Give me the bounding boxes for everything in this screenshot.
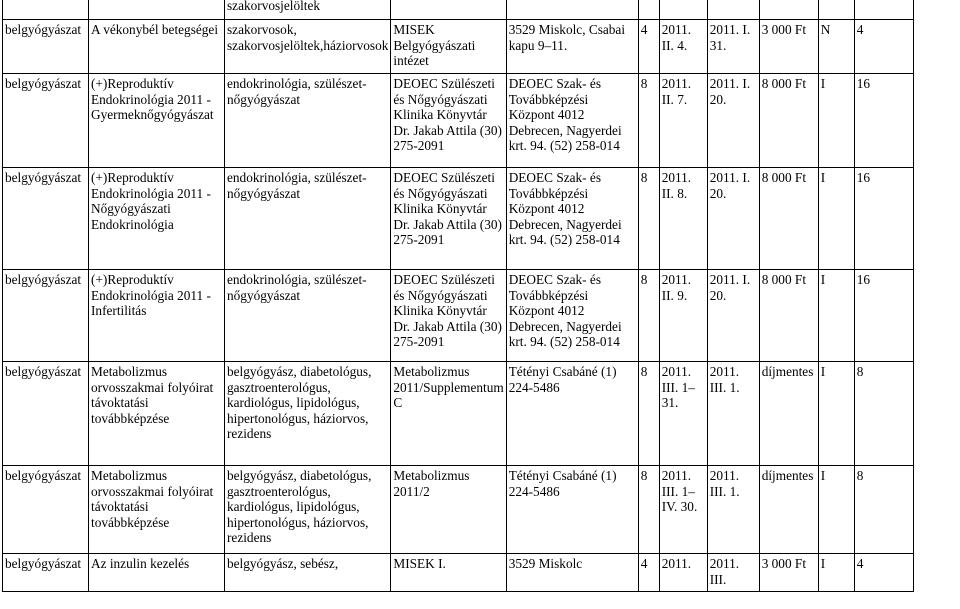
cell-course-title (89, 0, 225, 20)
cell-deadline (707, 168, 759, 270)
cell-date (659, 466, 707, 554)
cell-points-text: 8 (856, 468, 864, 483)
cell-points (854, 270, 913, 362)
cell-type (818, 0, 854, 20)
cell-deadline-text: 2011. III. (709, 556, 740, 587)
cell-target-audience-text: szakorvosok, szakorvosjelöltek,háziorvosok (227, 22, 389, 53)
cell-type-text: I (820, 556, 826, 571)
cell-deadline-text: 2011. I. 20. (709, 272, 751, 303)
cell-points-text: 16 (856, 272, 870, 287)
cell-fee (759, 20, 818, 74)
table-row (3, 270, 914, 362)
cell-organizer (391, 0, 506, 20)
cell-points-text: 8 (856, 364, 864, 379)
cell-type-text: I (820, 468, 826, 483)
cell-credits-text: 8 (640, 170, 648, 185)
cell-course-title (89, 74, 225, 168)
course-table (2, 0, 914, 592)
cell-type (818, 270, 854, 362)
cell-deadline (707, 74, 759, 168)
cell-organizer (391, 270, 506, 362)
cell-type-text: N (820, 22, 831, 37)
cell-course-title-text: (+)Reproduktív Endokrinológia 2011 - Gyermeknőgyógyászat (91, 76, 214, 123)
cell-fee (759, 168, 818, 270)
cell-organizer (391, 554, 506, 592)
cell-fee-text: 3 000 Ft (761, 22, 807, 37)
cell-deadline (707, 20, 759, 74)
cell-fee (759, 74, 818, 168)
cell-type (818, 20, 854, 74)
cell-date (659, 20, 707, 74)
cell-type-text: I (820, 364, 826, 379)
table-row (3, 554, 914, 592)
cell-venue (506, 466, 638, 554)
cell-organizer-text: DEOEC Szülészeti és Nőgyógyászati Klinika Könyvtár Dr. Jakab Attila (30) 275-2091 (393, 272, 502, 350)
cell-specialty (3, 270, 89, 362)
cell-deadline (707, 554, 759, 592)
cell-type-text: I (820, 170, 826, 185)
cell-specialty-text: belgyógyászat (5, 468, 82, 483)
cell-target-audience (225, 168, 391, 270)
cell-venue (506, 270, 638, 362)
cell-target-audience (225, 74, 391, 168)
cell-organizer (391, 362, 506, 466)
cell-points (854, 74, 913, 168)
cell-fee (759, 466, 818, 554)
cell-organizer-text: MISEK Belgyógyászati intézet (393, 22, 476, 69)
cell-venue-text: 3529 Miskolc, Csabai kapu 9–11. (508, 22, 626, 53)
cell-target-audience-text: endokrinológia, szülészet-nőgyógyászat (227, 76, 367, 107)
cell-date (659, 74, 707, 168)
cell-venue-text: Tétényi Csabáné (1) 224-5486 (508, 468, 617, 499)
cell-date-text: 2011. III. 1– 31. (661, 364, 695, 411)
cell-specialty (3, 0, 89, 20)
table-row (3, 74, 914, 168)
cell-points (854, 466, 913, 554)
cell-specialty-text: belgyógyászat (5, 76, 82, 91)
cell-venue (506, 168, 638, 270)
cell-organizer (391, 168, 506, 270)
cell-fee-text: díjmentes (761, 364, 814, 379)
cell-target-audience (225, 270, 391, 362)
cell-fee (759, 270, 818, 362)
cell-points-text: 16 (856, 76, 870, 91)
cell-deadline-text: 2011. III. 1. (709, 468, 740, 499)
cell-points (854, 554, 913, 592)
cell-date (659, 362, 707, 466)
cell-type (818, 466, 854, 554)
cell-fee (759, 0, 818, 20)
cell-type (818, 168, 854, 270)
cell-target-audience-text: endokrinológia, szülészet-nőgyógyászat (227, 272, 367, 303)
cell-fee-text: 8 000 Ft (761, 76, 807, 91)
cell-course-title (89, 466, 225, 554)
cell-deadline-text: 2011. I. 31. (709, 22, 751, 53)
cell-credits (638, 362, 659, 466)
cell-date-text: 2011. II. 4. (661, 22, 692, 53)
cell-deadline-text: 2011. III. 1. (709, 364, 740, 395)
cell-specialty (3, 20, 89, 74)
cell-points-text: 16 (856, 170, 870, 185)
table-body (3, 0, 914, 592)
cell-target-audience-text: endokrinológia, szülészet-nőgyógyászat (227, 170, 367, 201)
cell-target-audience-text: belgyógyász, diabetológus, gasztroenterológus, kardiológus, lipidológus, hipertonológus, háziorvos, rezidens (227, 364, 372, 442)
cell-deadline (707, 466, 759, 554)
cell-deadline (707, 0, 759, 20)
cell-target-audience-text: belgyógyász, sebész, (227, 556, 339, 571)
cell-venue-text: DEOEC Szak- és Továbbképzési Központ 4012 Debrecen, Nagyerdei krt. 94. (52) 258-014 (508, 76, 622, 154)
cell-organizer-text: Metabolizmus 2011/2 (393, 468, 470, 499)
cell-points (854, 0, 913, 20)
cell-points (854, 20, 913, 74)
cell-target-audience-text: szakorvosjelöltek (227, 0, 321, 13)
cell-target-audience (225, 0, 391, 20)
cell-course-title-text: Metabolizmus orvosszakmai folyóirat távoktatási továbbképzése (91, 364, 214, 426)
table-row (3, 466, 914, 554)
cell-specialty-text: belgyógyászat (5, 272, 82, 287)
cell-fee-text: 3 000 Ft (761, 556, 807, 571)
cell-venue-text: Tétényi Csabáné (1) 224-5486 (508, 364, 617, 395)
cell-venue (506, 0, 638, 20)
cell-credits-text: 8 (640, 364, 648, 379)
cell-venue (506, 554, 638, 592)
cell-fee (759, 362, 818, 466)
table-row (3, 168, 914, 270)
cell-course-title (89, 554, 225, 592)
cell-course-title-text: (+)Reproduktív Endokrinológia 2011 - Infertilitás (91, 272, 211, 319)
cell-type (818, 362, 854, 466)
cell-target-audience (225, 554, 391, 592)
cell-credits-text: 8 (640, 272, 648, 287)
cell-specialty (3, 168, 89, 270)
cell-specialty (3, 466, 89, 554)
cell-organizer (391, 74, 506, 168)
cell-organizer (391, 466, 506, 554)
cell-credits-text: 4 (640, 22, 648, 37)
cell-date-text: 2011. II. 9. (661, 272, 692, 303)
cell-venue (506, 20, 638, 74)
cell-target-audience-text: belgyógyász, diabetológus, gasztroenterológus, kardiológus, lipidológus, hipertonológus, háziorvos, rezidens (227, 468, 372, 546)
cell-points (854, 362, 913, 466)
cell-deadline (707, 270, 759, 362)
cell-date-text: 2011. III. 1– IV. 30. (661, 468, 698, 515)
cell-fee-text: 8 000 Ft (761, 272, 807, 287)
cell-organizer-text: DEOEC Szülészeti és Nőgyógyászati Klinika Könyvtár Dr. Jakab Attila (30) 275-2091 (393, 76, 502, 154)
cell-type (818, 74, 854, 168)
cell-course-title-text: Metabolizmus orvosszakmai folyóirat távoktatási továbbképzése (91, 468, 214, 530)
cell-organizer-text: Metabolizmus 2011/Supplementum C (393, 364, 504, 411)
cell-venue (506, 362, 638, 466)
cell-course-title-text: A vékonybél betegségei (91, 22, 219, 37)
cell-course-title-text: Az inzulin kezelés (91, 556, 190, 571)
cell-credits (638, 270, 659, 362)
cell-credits (638, 20, 659, 74)
cell-specialty-text: belgyógyászat (5, 170, 82, 185)
cell-organizer-text: MISEK I. (393, 556, 446, 571)
cell-specialty (3, 74, 89, 168)
cell-credits (638, 0, 659, 20)
cell-credits-text: 4 (640, 556, 648, 571)
cell-target-audience (225, 466, 391, 554)
cell-organizer-text: DEOEC Szülészeti és Nőgyógyászati Klinika Könyvtár Dr. Jakab Attila (30) 275-2091 (393, 170, 502, 248)
cell-deadline-text: 2011. I. 20. (709, 76, 751, 107)
cell-course-title (89, 20, 225, 74)
cell-date (659, 0, 707, 20)
cell-date (659, 168, 707, 270)
cell-venue (506, 74, 638, 168)
cell-venue-text: DEOEC Szak- és Továbbképzési Központ 4012 Debrecen, Nagyerdei krt. 94. (52) 258-014 (508, 170, 622, 248)
cell-deadline-text: 2011. I. 20. (709, 170, 751, 201)
cell-credits (638, 466, 659, 554)
cell-specialty (3, 362, 89, 466)
cell-target-audience (225, 20, 391, 74)
cell-target-audience (225, 362, 391, 466)
cell-specialty (3, 554, 89, 592)
cell-course-title (89, 168, 225, 270)
cell-course-title (89, 362, 225, 466)
cell-type-text: I (820, 272, 826, 287)
cell-venue-text: 3529 Miskolc (508, 556, 583, 571)
cell-course-title-text: (+)Reproduktív Endokrinológia 2011 - Nőgyógyászati Endokrinológia (91, 170, 211, 232)
cell-specialty-text: belgyógyászat (5, 556, 82, 571)
cell-specialty-text: belgyógyászat (5, 364, 82, 379)
table-row (3, 20, 914, 74)
cell-deadline (707, 362, 759, 466)
cell-credits-text: 8 (640, 76, 648, 91)
cell-venue-text: DEOEC Szak- és Továbbképzési Központ 4012 Debrecen, Nagyerdei krt. 94. (52) 258-014 (508, 272, 622, 350)
table-row (3, 0, 914, 20)
cell-fee (759, 554, 818, 592)
cell-points (854, 168, 913, 270)
cell-points-text: 4 (856, 22, 864, 37)
cell-date-text: 2011. II. 7. (661, 76, 692, 107)
cell-specialty-text: belgyógyászat (5, 22, 82, 37)
cell-course-title (89, 270, 225, 362)
cell-credits (638, 168, 659, 270)
table-row (3, 362, 914, 466)
cell-credits (638, 554, 659, 592)
cell-date-text: 2011. (661, 556, 692, 571)
cell-date (659, 554, 707, 592)
cell-fee-text: 8 000 Ft (761, 170, 807, 185)
cell-date (659, 270, 707, 362)
cell-type (818, 554, 854, 592)
cell-credits (638, 74, 659, 168)
cell-date-text: 2011. II. 8. (661, 170, 692, 201)
cell-credits-text: 8 (640, 468, 648, 483)
cell-points-text: 4 (856, 556, 864, 571)
cell-organizer (391, 20, 506, 74)
cell-type-text: I (820, 76, 826, 91)
cell-fee-text: díjmentes (761, 468, 814, 483)
